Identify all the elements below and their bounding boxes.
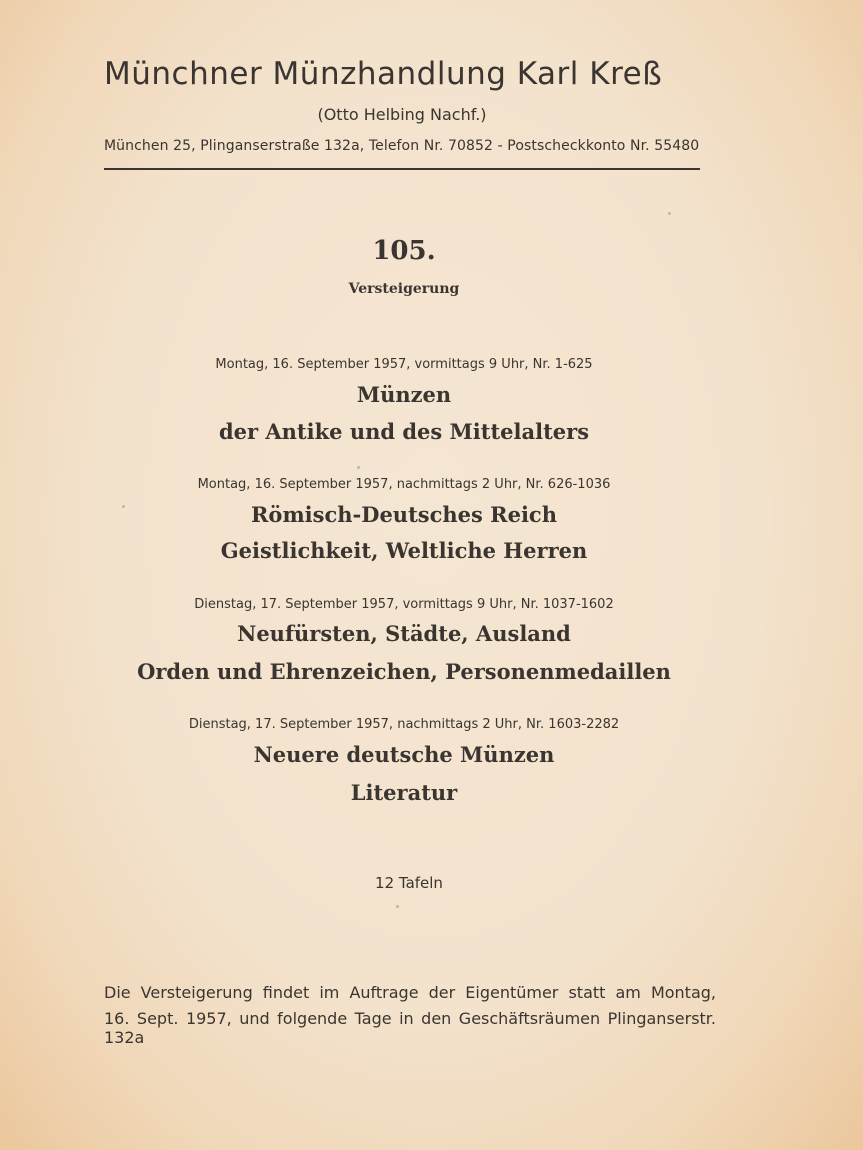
paper-speck — [668, 212, 671, 215]
session-date: Dienstag, 17. September 1957, nachmittags 2 Uhr, Nr. 1603-2282 — [188, 717, 620, 732]
session-date: Dienstag, 17. September 1957, vormittags 9 Uhr, Nr. 1037-1602 — [194, 597, 614, 612]
session-heading: Neufürsten, Städte, Ausland — [237, 621, 571, 646]
paper-speck — [357, 466, 360, 469]
session-heading: Geistlichkeit, Weltliche Herren — [220, 538, 588, 563]
footer-text-line-2: 16. Sept. 1957, und folgende Tage in den Geschäftsräumen Plinganserstr. 132a — [104, 1009, 716, 1047]
session-heading: Literatur — [350, 780, 458, 805]
session-heading: Römisch-Deutsches Reich — [250, 502, 557, 527]
header-divider — [104, 168, 700, 170]
footer-text-line-1: Die Versteigerung findet im Auftrage der Eigentümer statt am Montag, — [104, 983, 716, 1002]
session-heading: der Antike und des Mittelalters — [218, 419, 590, 444]
sale-label: Versteigerung — [348, 281, 460, 297]
publisher-successor: (Otto Helbing Nachf.) — [317, 105, 487, 124]
session-heading: Neuere deutsche Münzen — [253, 742, 555, 767]
publisher-address: München 25, Plinganserstraße 132a, Telefon Nr. 70852 - Postscheckkonto Nr. 55480 — [104, 138, 700, 154]
session-date: Montag, 16. September 1957, nachmittags 2 Uhr, Nr. 626-1036 — [197, 477, 611, 492]
paper-speck — [122, 505, 125, 508]
sale-number: 105. — [372, 236, 436, 266]
session-date: Montag, 16. September 1957, vormittags 9 Uhr, Nr. 1-625 — [215, 357, 593, 372]
paper-speck — [396, 905, 399, 908]
session-heading: Orden und Ehrenzeichen, Personenmedaillen — [137, 659, 671, 684]
publisher-name: Münchner Münzhandlung Karl Kreß — [104, 56, 663, 92]
plates-count: 12 Tafeln — [375, 874, 443, 892]
session-heading: Münzen — [356, 382, 452, 407]
